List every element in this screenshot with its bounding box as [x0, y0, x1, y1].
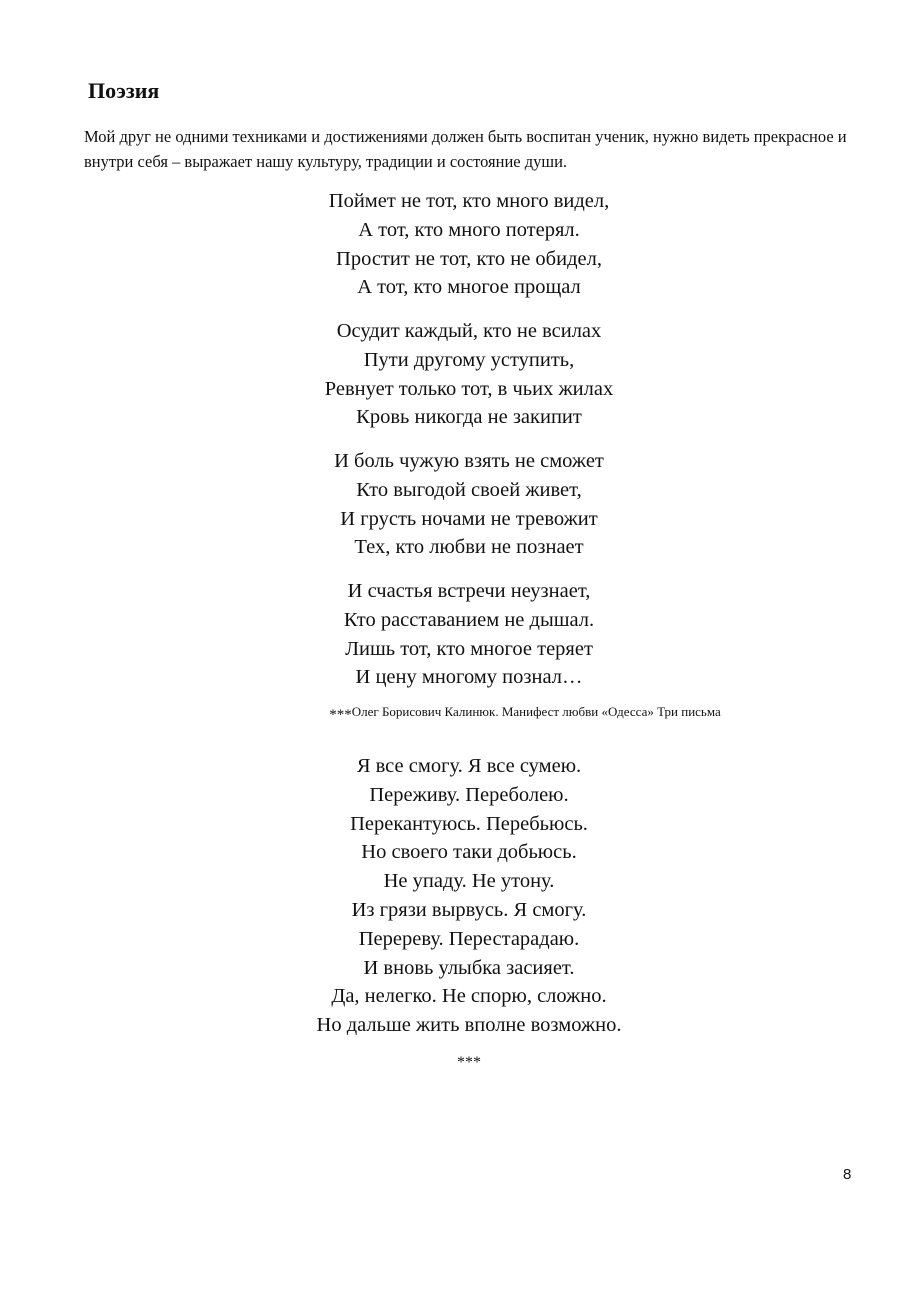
poem-line: И вновь улыбка засияет. [363, 956, 575, 979]
poem-line: Перекантуюсь. Перебьюсь. [350, 812, 588, 835]
poem-line: Перереву. Перестарадаю. [358, 927, 580, 950]
poem-line: А тот, кто многое прощал [357, 276, 581, 299]
poem-line: Из грязи вырвусь. Я смогу. [351, 898, 587, 921]
poem-line: И боль чужую взять не сможет [334, 450, 604, 472]
poem-line: А тот, кто много потерял. [358, 218, 580, 241]
closing-stars: *** [457, 1054, 481, 1071]
poem-line: Кровь никогда не закипит [356, 406, 582, 429]
poem-line: Я все смогу. Я все сумею. [356, 755, 582, 777]
poem-line: Пути другому уступить, [363, 348, 575, 371]
intro-paragraph: Мой друг не одними техниками и достижениями должен быть воспитан ученик, нужно видеть прекрасное и внутри себя – выражает нашу культуру, традиции и состояние души. [84, 127, 847, 171]
poem-line: И грусть ночами не тревожит [340, 507, 598, 530]
attribution-stars: *** [329, 707, 352, 723]
poem-line: Простит не тот, кто не обидел, [336, 247, 602, 270]
poem-line: Но дальше жить вполне возможно. [316, 1014, 622, 1037]
poem2 [0, 752, 920, 1040]
poem-line: Поймет не тот, кто много видел, [328, 190, 610, 212]
poem1-stanza [0, 447, 920, 562]
attribution-text: Олег Борисович Калинюк. Манифест любви «Одесса» Три письма [351, 704, 721, 719]
poem-line: И цену многому познал… [355, 666, 583, 689]
poem1-stanza [0, 187, 920, 302]
poem-line: Тех, кто любви не познает [354, 536, 584, 559]
poem1-stanza [0, 577, 920, 692]
poem-line: Кто выгодой своей живет, [356, 478, 582, 501]
poem-line: Не упаду. Не утону. [383, 870, 555, 893]
poem-line: Да, нелегко. Не спорю, сложно. [331, 985, 607, 1008]
poem-line: Переживу. Переболею. [369, 783, 569, 806]
poem-line: Лишь тот, кто многое теряет [345, 637, 593, 660]
page-number: 8 [843, 1166, 852, 1183]
poem1-stanza [0, 317, 920, 432]
poem-line: Но своего таки добьюсь. [361, 841, 577, 864]
poem-line: Ревнует только тот, в чьих жилах [324, 377, 614, 400]
poem-line: Осудит каждый, кто не всилах [336, 320, 602, 342]
poem-attribution [0, 704, 920, 724]
poem-line: И счастья встречи неузнает, [347, 580, 591, 602]
page-heading: Поэзия [88, 78, 160, 103]
poem-line: Кто расставанием не дышал. [343, 608, 595, 631]
